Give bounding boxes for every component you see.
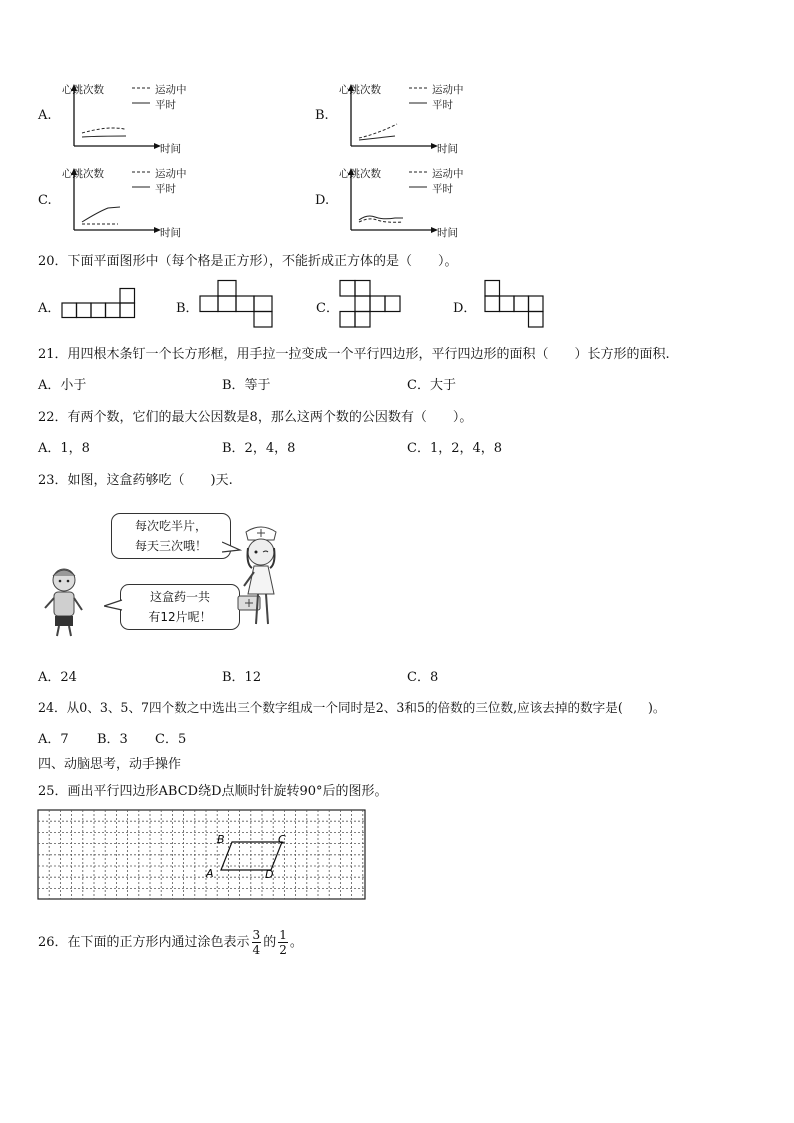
q26-fraction-one-half <box>278 928 288 957</box>
q19-b-legend-dash: 运动中 <box>432 84 464 96</box>
q26-text <box>38 928 303 957</box>
q24-option-b[interactable]: B．3 <box>97 732 128 747</box>
vertex-label-c: C <box>278 833 286 846</box>
q19-a-ylabel: 心跳次数 <box>62 84 104 96</box>
q20-option-a[interactable]: A． <box>38 301 61 316</box>
q19-d-legend-dash: 运动中 <box>432 168 464 180</box>
q20-option-b[interactable]: B． <box>176 301 199 316</box>
q19-b-legend-solid: 平时 <box>432 99 453 111</box>
q24-option-c[interactable]: C．5 <box>155 732 187 747</box>
q19-b-ylabel: 心跳次数 <box>339 84 381 96</box>
nurse-bubble-line2: 每天三次哦！ <box>134 539 207 553</box>
q19-c-legend-dash: 运动中 <box>155 168 187 180</box>
q19-b-xlabel: 时间 <box>437 143 458 155</box>
section-4-title: 四、动脑思考，动手操作 <box>38 757 182 772</box>
normal-line <box>82 207 120 222</box>
vertex-label-b: B <box>217 833 225 846</box>
vertex-label-a: A <box>206 867 214 880</box>
exercise-line <box>82 128 126 133</box>
q20-net-a <box>60 287 140 319</box>
q19-option-c-letter[interactable]: C. <box>38 193 52 208</box>
q23-option-b[interactable]: B．12 <box>222 670 262 685</box>
kid-bubble-line2: 有12片呢！ <box>148 610 212 624</box>
q19-c-ylabel: 心跳次数 <box>62 168 104 180</box>
q19-c-xlabel: 时间 <box>160 227 181 239</box>
exercise-line <box>359 124 397 138</box>
q22-option-b[interactable]: B．2，4，8 <box>222 441 296 456</box>
q21-option-a[interactable]: A．小于 <box>38 378 87 393</box>
q24-text: 24．从0、3、5、7四个数之中选出三个数字组成一个同时是2、3和5的倍数的三位数,应该去掉的数字是( )。 <box>38 700 666 715</box>
q19-a-legend-dash: 运动中 <box>155 84 187 96</box>
q19-option-d-letter[interactable]: D. <box>315 193 330 208</box>
q23-option-c[interactable]: C．8 <box>407 670 439 685</box>
q21-option-c[interactable]: C．大于 <box>407 378 456 393</box>
vertex-label-d: D <box>265 868 274 881</box>
q19-d-xlabel: 时间 <box>437 227 458 239</box>
q25-grid <box>37 809 367 901</box>
q25-text: 25．画出平行四边形ABCD绕D点顺时针旋转90°后的图形。 <box>38 784 388 799</box>
q22-text: 22．有两个数，它们的最大公因数是8，那么这两个数的公因数有（ ）。 <box>38 410 473 425</box>
q19-option-b-letter[interactable]: B. <box>315 108 329 123</box>
exercise-line <box>359 219 403 222</box>
q19-option-a-letter[interactable]: A. <box>38 108 52 123</box>
q20-text: 20．下面平面图形中（每个格是正方形），不能折成正方体的是（ ）。 <box>38 254 458 269</box>
q24-option-a[interactable]: A．7 <box>38 732 69 747</box>
q20-option-c[interactable]: C． <box>316 301 339 316</box>
kid-illustration <box>40 566 90 640</box>
q19-c-legend-solid: 平时 <box>155 183 176 195</box>
q22-option-a[interactable]: A．1，8 <box>38 441 90 456</box>
q20-option-d[interactable]: D． <box>453 301 477 316</box>
frac2-numerator: 1 <box>279 928 287 942</box>
q20-net-c <box>338 279 406 329</box>
nurse-bubble-line1: 每次吃半片， <box>134 519 207 533</box>
frac1-numerator: 3 <box>252 928 261 942</box>
nurse-illustration <box>236 524 286 632</box>
frac1-denominator: 4 <box>252 943 261 957</box>
q23-text: 23．如图，这盒药够吃（ )天. <box>38 473 233 488</box>
q20-net-b <box>198 279 276 329</box>
q26-suffix: 。 <box>289 935 303 950</box>
q21-text: 21．用四根木条钉一个长方形框，用手拉一拉变成一个平行四边形，平行四边形的面积（ ）长方形的面积. <box>38 347 670 362</box>
q19-d-legend-solid: 平时 <box>432 183 453 195</box>
nurse-speech-bubble <box>111 513 231 559</box>
frac2-denominator: 2 <box>279 943 287 957</box>
q20-net-d <box>483 279 547 329</box>
q26-fraction-three-quarters <box>252 928 262 957</box>
kid-bubble-line1: 这盒药一共 <box>149 590 210 604</box>
q19-a-legend-solid: 平时 <box>155 99 176 111</box>
q19-a-xlabel: 时间 <box>160 143 181 155</box>
q22-option-c[interactable]: C．1，2，4，8 <box>407 441 503 456</box>
kid-speech-bubble <box>120 584 240 630</box>
q19-d-ylabel: 心跳次数 <box>339 168 381 180</box>
normal-line <box>82 136 126 137</box>
q26-middle: 的 <box>263 935 277 950</box>
q26-prefix: 26．在下面的正方形内通过涂色表示 <box>38 935 250 950</box>
q23-option-a[interactable]: A．24 <box>38 670 77 685</box>
q21-option-b[interactable]: B．等于 <box>222 378 271 393</box>
kid-bubble-tail <box>104 598 124 614</box>
